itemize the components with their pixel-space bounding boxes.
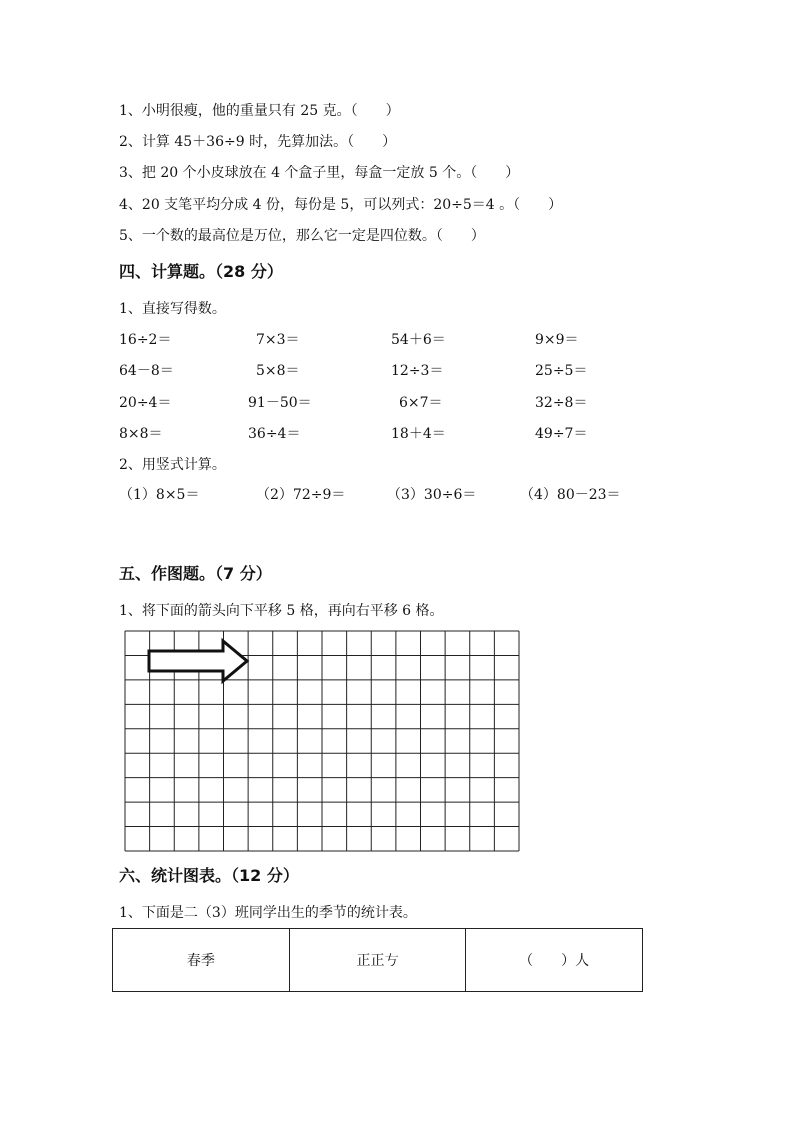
section-4-q2: 2、用竖式计算。: [119, 457, 226, 473]
season-cell: 春季: [113, 929, 290, 991]
season-stats-table: [112, 928, 643, 992]
vertical-calc-3: （3）30÷6＝: [387, 487, 477, 503]
count-answer-cell[interactable]: （ ）人: [519, 953, 590, 969]
judgement-item-1: 1、小明很瘦，他的重量只有 25 克。（ ）: [119, 103, 400, 119]
section-6-q1: 1、下面是二（3）班同学出生的季节的统计表。: [119, 905, 417, 921]
calc-r3-c3: 6×7＝: [399, 395, 443, 411]
calc-r1-c3: 54＋6＝: [391, 332, 446, 348]
section-5-q1: 1、将下面的箭头向下平移 5 格，再向右平移 6 格。: [119, 603, 444, 619]
calc-r2-c1: 64－8＝: [119, 363, 174, 379]
tally-cell: 正正𠀁: [290, 929, 467, 991]
vertical-calc-4: （4）80－23＝: [520, 487, 621, 503]
drawing-grid[interactable]: [124, 630, 520, 852]
section-4-title: 四、计算题。（28 分）: [119, 262, 283, 281]
vertical-calc-1: （1）8×5＝: [119, 487, 200, 503]
calc-r3-c4: 32÷8＝: [535, 395, 588, 411]
calc-r3-c2: 91－50＝: [248, 395, 312, 411]
calc-r4-c1: 8×8＝: [119, 426, 163, 442]
calc-r1-c1: 16÷2＝: [119, 332, 172, 348]
calc-r2-c3: 12÷3＝: [391, 363, 444, 379]
calc-r1-c4: 9×9＝: [535, 332, 579, 348]
vertical-calc-2: （2）72÷9＝: [256, 487, 346, 503]
calc-r4-c2: 36÷4＝: [248, 426, 301, 442]
judgement-item-4: 4、20 支笔平均分成 4 份，每份是 5，可以列式：20÷5＝4 。（ ）: [119, 197, 563, 213]
calc-r2-c4: 25÷5＝: [535, 363, 588, 379]
judgement-item-3: 3、把 20 个小皮球放在 4 个盒子里，每盒一定放 5 个。（ ）: [119, 165, 520, 181]
calc-r4-c3: 18＋4＝: [391, 426, 446, 442]
section-6-title: 六、统计图表。（12 分）: [119, 866, 299, 885]
calc-r4-c4: 49÷7＝: [535, 426, 588, 442]
judgement-item-2: 2、计算 45＋36÷9 时，先算加法。（ ）: [119, 134, 397, 150]
calc-r2-c2: 5×8＝: [256, 363, 300, 379]
section-4-q1: 1、直接写得数。: [119, 301, 226, 317]
calc-r1-c2: 7×3＝: [256, 332, 300, 348]
right-arrow-icon: [149, 641, 247, 681]
calc-r3-c1: 20÷4＝: [119, 395, 172, 411]
judgement-item-5: 5、一个数的最高位是万位，那么它一定是四位数。（ ）: [119, 228, 485, 244]
section-5-title: 五、作图题。（7 分）: [119, 564, 272, 583]
